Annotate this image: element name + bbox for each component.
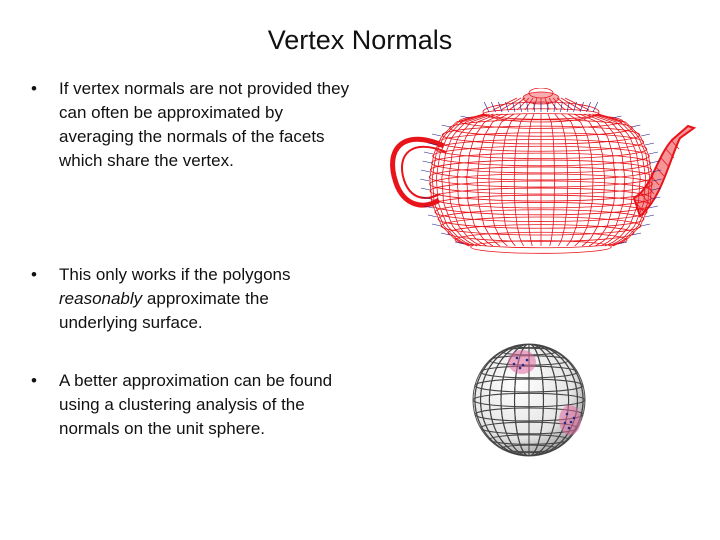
bullet-2-lead: This only works if the polygons (59, 265, 291, 284)
slide-title: Vertex Normals (267, 25, 453, 55)
bullet-dot: • (31, 371, 37, 390)
unit-sphere-image (470, 340, 588, 460)
bullet-3-text: A better approximation can be found using a clustering analysis of the normals on the unit sphere. (59, 371, 333, 438)
bullet-dot: • (31, 79, 37, 98)
bullet-1-text: If vertex normals are not provided they can often be approximated by averaging the normals of the facets which share the vertex. (59, 79, 350, 170)
bullet-2-italic: reasonably (59, 289, 143, 308)
bullet-2-tail: approximate the underlying surface. (59, 289, 269, 332)
teapot-wireframe-image (384, 88, 698, 274)
bullet-2-text (59, 263, 349, 335)
bullet-dot: • (31, 265, 37, 284)
